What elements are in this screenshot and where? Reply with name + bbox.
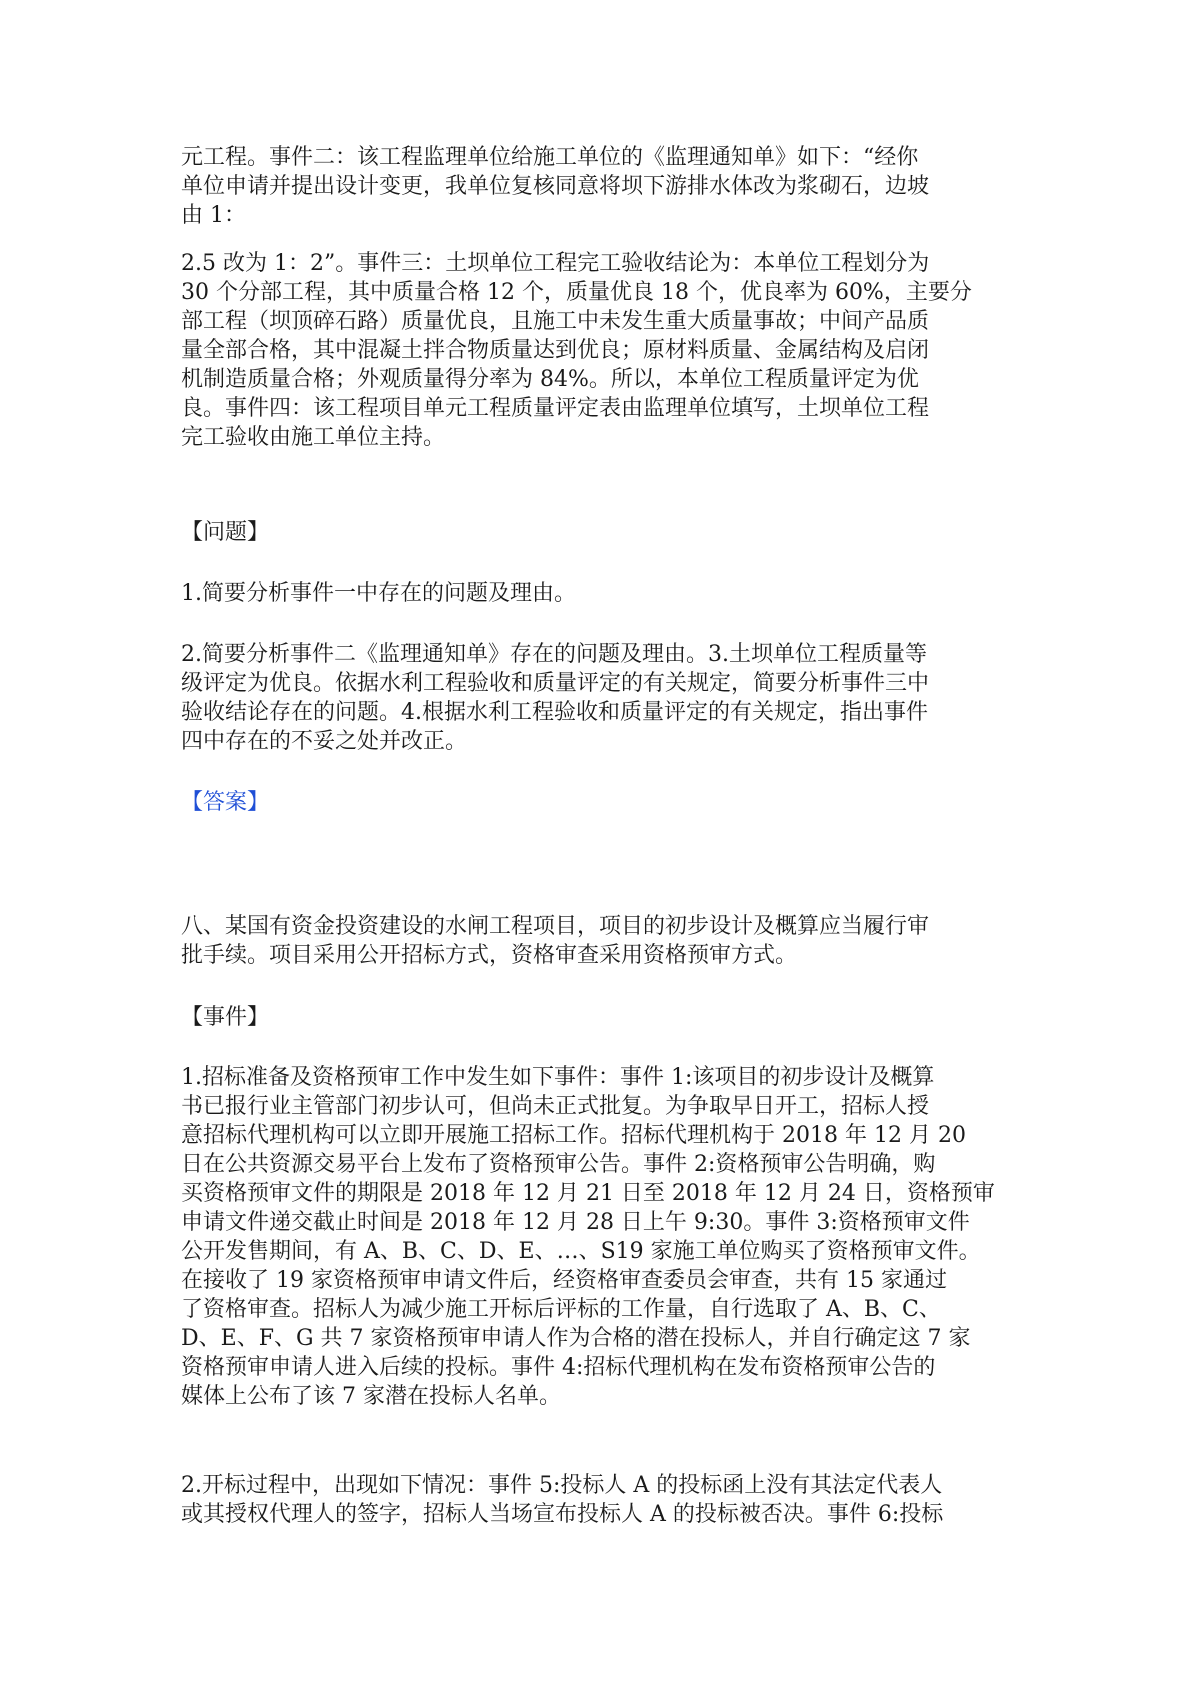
answer-heading: 【答案】 [181, 790, 270, 815]
section-eight-intro: 八、某国有资金投资建设的水闸工程项目，项目的初步设计及概算应当履行审 批手续。项目采用公开招标方式，资格审查采用资格预审方式。 [181, 914, 930, 968]
paragraph-event-three: 2.5 改为 1：2”。事件三：土坝单位工程完工验收结论为：本单位工程划分为 30 个分部工程，其中质量合格 12 个，质量优良 18 个，优良率为 60%，主要分 部工程（坝顶碎石路）质量优良，且施工中未发生重大质量事故；中间产品质 量全部合格，其中混凝土拌合物质量达到优良；原材料质量、金属结构及启闭 机制造质量合格；外观质量得分率为 84%。所以，本单位工程质量评定为优 良。事件四：该工程项目单元工程质量评定表由监理单位填写，土坝单位工程 完工验收由施工单位主持。 [181, 251, 972, 450]
event-list-1: 1.招标准备及资格预审工作中发生如下事件：事件 1:该项目的初步设计及概算 书已报行业主管部门初步认可，但尚未正式批复。为争取早日开工，招标人授 意招标代理机构可以立即开展施工招标工作。招标代理机构于 2018 年 12 月 20 日在公共资源交易平台上发布了资格预审公告。事件 2:资格预审公告明确，购 买资格预审文件的期限是 2018 年 12 月 21 日至 2018 年 12 月 24 日，资格预审 申请文件递交截止时间是 2018 年 12 月 28 日上午 9:30。事件 3:资格预审文件 公开发售期间，有 A、B、C、D、E、…、S19 家施工单位购买了资格预审文件。 在接收了 19 家资格预审申请文件后，经资格审查委员会审查，共有 15 家通过 了资格审查。招标人为减少施工开标后评标的工作量，自行选取了 A、B、C、 D、E、F、G 共 7 家资格预审申请人作为合格的潜在投标人，并自行确定这 7 家 资格预审申请人进入后续的投标。事件 4:招标代理机构在发布资格预审公告的 媒体上公布了该 7 家潜在投标人名单。 [181, 1065, 995, 1409]
event-list-2: 2.开标过程中，出现如下情况：事件 5:投标人 A 的投标函上没有其法定代表人 或其授权代理人的签字，招标人当场宣布投标人 A 的投标被否决。事件 6:投标 [181, 1473, 944, 1527]
events-heading: 【事件】 [181, 1005, 270, 1030]
question-2-to-4: 2.简要分析事件二《监理通知单》存在的问题及理由。3.土坝单位工程质量等 级评定为优良。依据水利工程验收和质量评定的有关规定，简要分析事件三中 验收结论存在的问题。4.根据水利工程验收和质量评定的有关规定，指出事件 四中存在的不妥之处并改正。 [181, 642, 930, 754]
paragraph-event-two-cont: 元工程。事件二：该工程监理单位给施工单位的《监理通知单》如下：“经你 单位申请并提出设计变更，我单位复核同意将坝下游排水体改为浆砌石，边坡 由 1： [181, 145, 930, 228]
questions-heading: 【问题】 [181, 520, 270, 545]
question-1: 1.简要分析事件一中存在的问题及理由。 [181, 581, 576, 606]
